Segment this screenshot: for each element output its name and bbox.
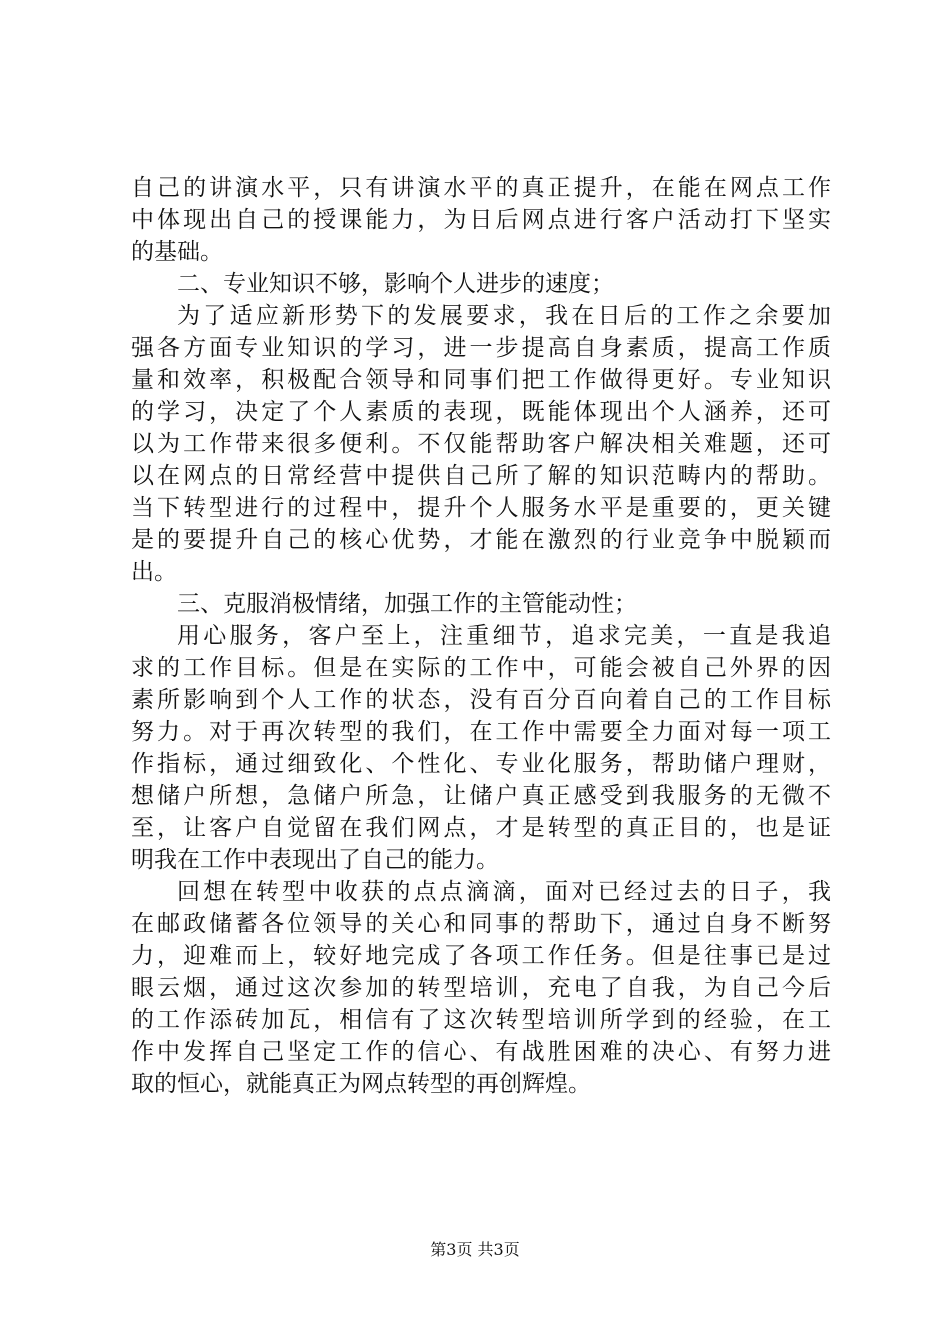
text-line: 为了适应新形势下的发展要求，我在日后的工作之余要加: [177, 303, 831, 329]
text-line: 自己的讲演水平，只有讲演水平的真正提升，在能在网点工作: [131, 175, 831, 201]
text-line: 中体现出自己的授课能力，为日后网点进行客户活动打下坚实: [131, 207, 831, 233]
text-line: 以在网点的日常经营中提供自己所了解的知识范畴内的帮助。: [131, 463, 831, 489]
text-line: 的学习，决定了个人素质的表现，既能体现出个人涵养，还可: [131, 399, 831, 425]
page-footer: 第3页 共3页: [430, 1240, 520, 1259]
text-line: 想储户所想，急储户所急，让储户真正感受到我服务的无微不: [131, 783, 831, 809]
text-line: 量和效率，积极配合领导和同事们把工作做得更好。专业知识: [131, 367, 831, 393]
text-line: 二、专业知识不够，影响个人进步的速度；: [177, 271, 614, 297]
text-line: 当下转型进行的过程中，提升个人服务水平是重要的，更关键: [131, 495, 831, 521]
text-line: 的工作添砖加瓦，相信有了这次转型培训所学到的经验，在工: [131, 1007, 831, 1033]
body-text: [131, 172, 831, 1100]
text-line: 出。: [131, 559, 177, 585]
text-line: 取的恒心，就能真正为网点转型的再创辉煌。: [131, 1071, 591, 1097]
text-line: 用心服务，客户至上，注重细节，追求完美，一直是我追: [177, 623, 831, 649]
text-line: 力，迎难而上，较好地完成了各项工作任务。但是往事已是过: [131, 943, 831, 969]
text-line: 至，让客户自觉留在我们网点，才是转型的真正目的，也是证: [131, 815, 831, 841]
text-line: 三、克服消极情绪，加强工作的主管能动性；: [177, 591, 637, 617]
text-line: 强各方面专业知识的学习，进一步提高自身素质，提高工作质: [131, 335, 831, 361]
text-line: 是的要提升自己的核心优势，才能在激烈的行业竞争中脱颖而: [131, 527, 831, 553]
text-line: 素所影响到个人工作的状态，没有百分百向着自己的工作目标: [131, 687, 831, 713]
text-line: 的基础。: [131, 239, 223, 265]
text-line: 在邮政储蓄各位领导的关心和同事的帮助下，通过自身不断努: [131, 911, 831, 937]
text-line: 求的工作目标。但是在实际的工作中，可能会被自己外界的因: [131, 655, 831, 681]
text-line: 眼云烟，通过这次参加的转型培训，充电了自我，为自己今后: [131, 975, 831, 1001]
text-line: 明我在工作中表现出了自己的能力。: [131, 847, 499, 873]
text-line: 以为工作带来很多便利。不仅能帮助客户解决相关难题，还可: [131, 431, 831, 457]
text-line: 回想在转型中收获的点点滴滴，面对已经过去的日子，我: [177, 879, 831, 905]
text-line: 作中发挥自己坚定工作的信心、有战胜困难的决心、有努力进: [131, 1039, 831, 1065]
text-line: 作指标，通过细致化、个性化、专业化服务，帮助储户理财，: [131, 751, 831, 777]
text-line: 努力。对于再次转型的我们，在工作中需要全力面对每一项工: [131, 719, 831, 745]
